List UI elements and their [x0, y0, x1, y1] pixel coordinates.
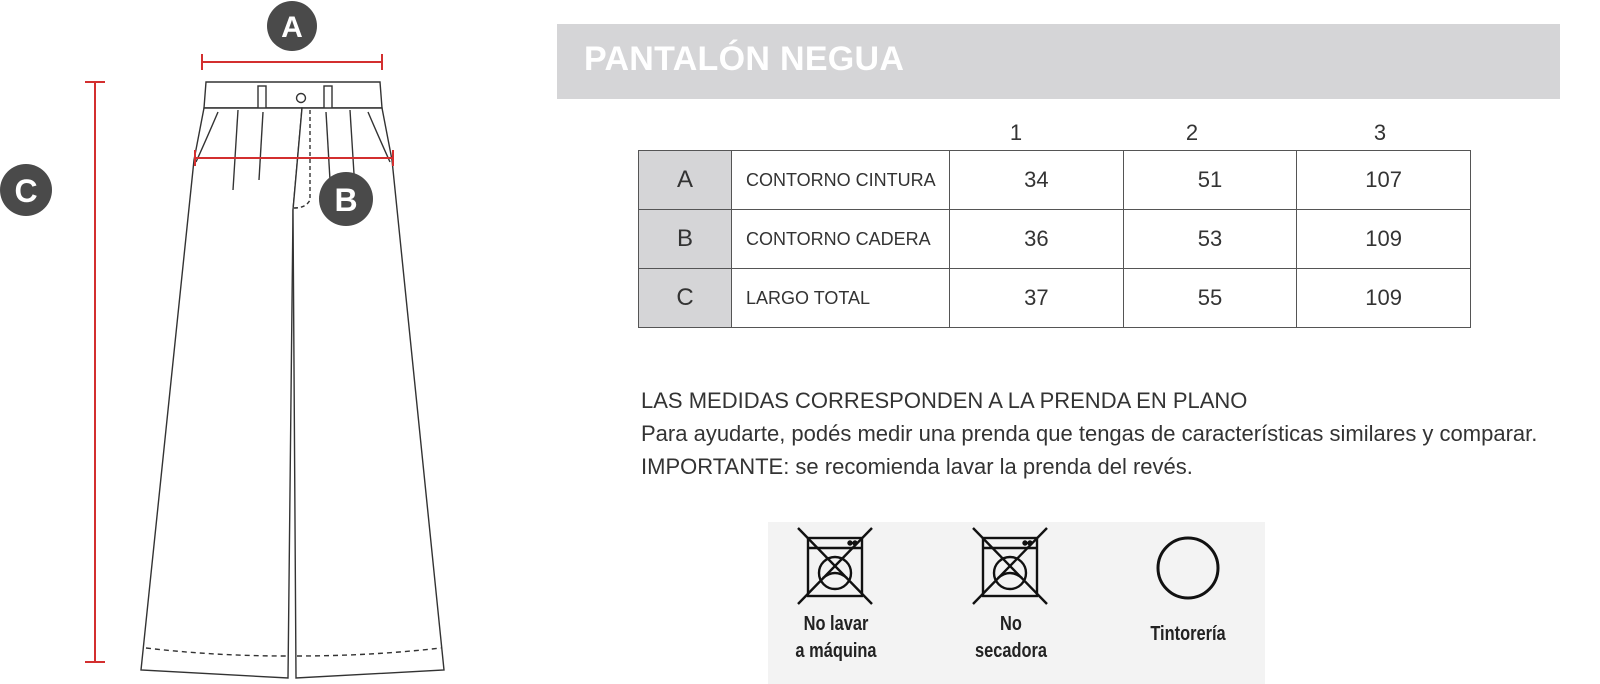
care-label-line: No	[1000, 613, 1022, 635]
care-label	[970, 611, 1052, 665]
badge-label-b: B	[334, 182, 358, 218]
no-machine-wash-icon	[796, 526, 876, 606]
size-value: 51	[1123, 151, 1297, 210]
care-label-line: secadora	[974, 640, 1048, 662]
size-value: 36	[950, 210, 1124, 269]
size-value: 109	[1297, 269, 1471, 328]
no-tumble-dry-icon	[971, 526, 1051, 606]
table-row	[639, 269, 1471, 328]
care-label-line: a máquina	[795, 640, 877, 662]
row-code: A	[639, 151, 732, 210]
care-item-dry-clean	[1128, 528, 1248, 648]
table-row	[639, 151, 1471, 210]
care-label-line: Tintorería	[1150, 623, 1226, 645]
row-code: B	[639, 210, 732, 269]
care-item-no-tumble-dry	[961, 526, 1061, 665]
size-header-2: 2	[1185, 120, 1199, 145]
measure-badge-c	[0, 164, 52, 216]
row-code: C	[639, 269, 732, 328]
note-line: LAS MEDIDAS CORRESPONDEN A LA PRENDA EN PLANO	[641, 388, 1248, 413]
size-value: 37	[950, 269, 1124, 328]
row-description: CONTORNO CINTURA	[732, 151, 950, 210]
badge-label-c: C	[14, 173, 38, 209]
dry-clean-icon	[1148, 528, 1228, 608]
measure-badge-b	[319, 172, 373, 226]
measure-badge-a	[267, 1, 317, 51]
note-line: Para ayudarte, podés medir una prenda que tengas de características similares y comparar.	[641, 421, 1538, 446]
size-header-3: 3	[1373, 120, 1387, 145]
size-value: 109	[1297, 210, 1471, 269]
row-description: CONTORNO CADERA	[732, 210, 950, 269]
care-item-no-machine-wash	[786, 526, 886, 665]
size-table	[638, 150, 1471, 328]
size-value: 53	[1123, 210, 1297, 269]
size-value: 55	[1123, 269, 1297, 328]
table-row	[639, 210, 1471, 269]
care-instructions	[768, 522, 1265, 684]
note-line: IMPORTANTE: se recomienda lavar la prenda del revés.	[641, 454, 1193, 479]
product-title: PANTALÓN NEGUA	[584, 40, 905, 78]
row-description: LARGO TOTAL	[732, 269, 950, 328]
size-header-1: 1	[1009, 120, 1023, 145]
size-value: 34	[950, 151, 1124, 210]
care-label-line: No lavar	[803, 613, 869, 635]
pants-drawing	[0, 0, 460, 684]
size-value: 107	[1297, 151, 1471, 210]
care-label	[1139, 621, 1237, 648]
badge-label-a: A	[281, 11, 303, 44]
measurement-notes	[641, 384, 1537, 483]
care-label	[795, 611, 877, 665]
